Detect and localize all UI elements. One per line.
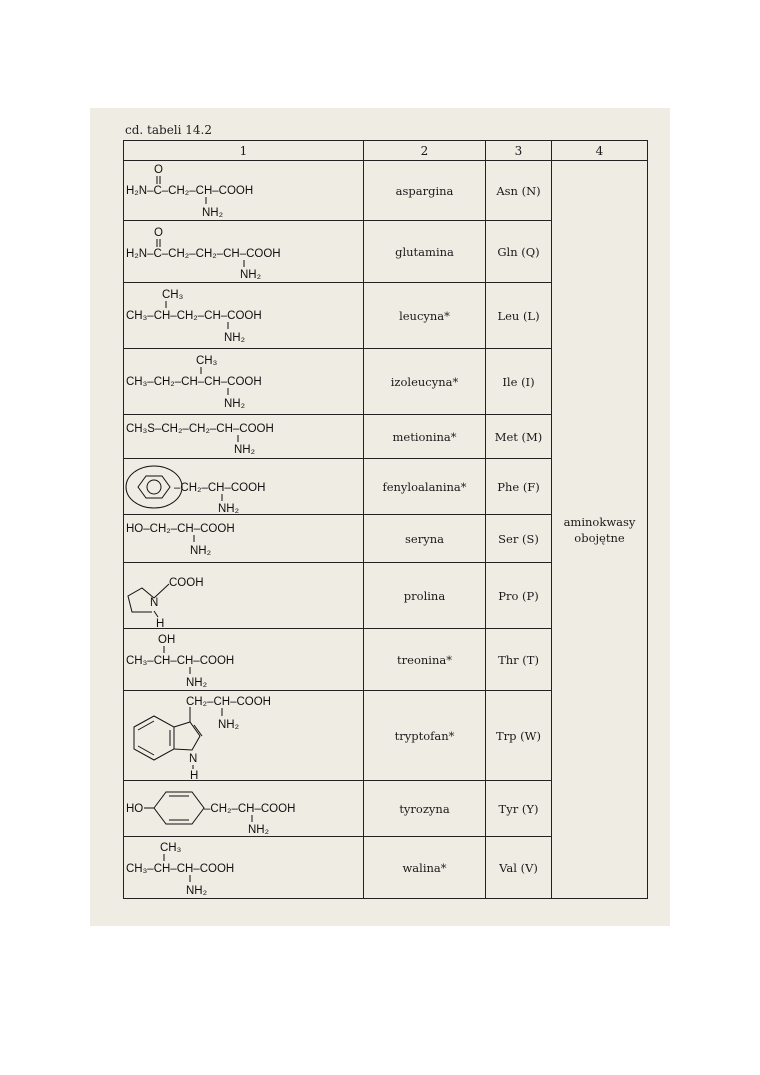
svg-text:H: H <box>156 617 165 628</box>
svg-text:HO: HO <box>126 802 144 815</box>
structural-formula <box>124 161 364 221</box>
svg-text:NH₂: NH₂ <box>224 397 246 410</box>
amino-acid-table <box>123 140 648 899</box>
structural-formula <box>124 415 364 459</box>
isoleucine-structure <box>124 350 354 414</box>
column-header: 1 <box>124 141 364 161</box>
svg-text:CH₂–CH–COOH: CH₂–CH–COOH <box>186 695 271 708</box>
svg-text:–CH₂–CH–COOH: –CH₂–CH–COOH <box>174 481 266 494</box>
structural-formula <box>124 629 364 691</box>
leucine-structure <box>124 284 354 348</box>
svg-text:NH₂: NH₂ <box>190 544 212 557</box>
svg-text:O: O <box>154 226 163 239</box>
amino-acid-name: glutamina <box>364 221 486 283</box>
proline-structure <box>124 564 354 628</box>
table-row <box>124 161 648 221</box>
amino-acid-name: leucyna* <box>364 283 486 349</box>
methionine-structure <box>124 416 354 458</box>
asparagine-structure <box>124 162 354 220</box>
amino-acid-name: prolina <box>364 563 486 629</box>
svg-text:NH₂: NH₂ <box>224 331 246 344</box>
group-label-line: aminokwasy <box>563 514 636 529</box>
amino-acid-code: Tyr (Y) <box>486 781 552 837</box>
amino-acid-code: Met (M) <box>486 415 552 459</box>
svg-text:CH₃–CH–CH–COOH: CH₃–CH–CH–COOH <box>126 862 235 875</box>
svg-text:N: N <box>150 596 159 609</box>
glutamine-structure <box>124 222 354 282</box>
structural-formula <box>124 459 364 515</box>
structural-formula <box>124 349 364 415</box>
amino-acid-name: tryptofan* <box>364 691 486 781</box>
structural-formula <box>124 781 364 837</box>
tryptophan-structure <box>124 692 354 780</box>
amino-acid-code: Val (V) <box>486 837 552 899</box>
svg-text:NH₂: NH₂ <box>186 676 208 689</box>
amino-acid-code: Ile (I) <box>486 349 552 415</box>
amino-acid-name: aspargina <box>364 161 486 221</box>
svg-text:CH₃: CH₃ <box>196 354 218 367</box>
structural-formula <box>124 691 364 781</box>
svg-text:CH₃–CH₂–CH–CH–COOH: CH₃–CH₂–CH–CH–COOH <box>126 375 262 388</box>
amino-acid-code: Phe (F) <box>486 459 552 515</box>
group-label-line: obojętne <box>574 530 625 545</box>
svg-text:CH₃: CH₃ <box>160 841 182 854</box>
amino-acid-name: izoleucyna* <box>364 349 486 415</box>
svg-text:CH₃–CH–CH₂–CH–COOH: CH₃–CH–CH₂–CH–COOH <box>126 309 262 322</box>
amino-acid-name: fenyloalanina* <box>364 459 486 515</box>
amino-acid-name: metionina* <box>364 415 486 459</box>
svg-text:H₂N–C–CH₂–CH₂–CH–COOH: H₂N–C–CH₂–CH₂–CH–COOH <box>126 247 281 260</box>
amino-acid-code: Gln (Q) <box>486 221 552 283</box>
svg-text:NH₂: NH₂ <box>218 502 240 514</box>
structural-formula <box>124 837 364 899</box>
amino-acid-name: seryna <box>364 515 486 563</box>
svg-text:NH₂: NH₂ <box>248 823 270 836</box>
svg-text:NH₂: NH₂ <box>234 443 256 456</box>
svg-text:NH₂: NH₂ <box>186 884 208 897</box>
svg-text:CH₃–CH–CH–COOH: CH₃–CH–CH–COOH <box>126 654 235 667</box>
svg-text:COOH: COOH <box>169 576 204 589</box>
svg-text:CH₃: CH₃ <box>162 288 184 301</box>
amino-acid-code: Trp (W) <box>486 691 552 781</box>
phenylalanine-structure <box>124 460 354 514</box>
svg-text:–CH₂–CH–COOH: –CH₂–CH–COOH <box>204 802 296 815</box>
header-row <box>124 141 648 161</box>
table-caption: cd. tabeli 14.2 <box>125 123 212 137</box>
threonine-structure <box>124 630 354 690</box>
svg-text:H: H <box>190 769 199 780</box>
svg-text:H₂N–C–CH₂–CH–COOH: H₂N–C–CH₂–CH–COOH <box>126 184 254 197</box>
column-header: 4 <box>552 141 648 161</box>
amino-acid-code: Thr (T) <box>486 629 552 691</box>
structural-formula <box>124 221 364 283</box>
column-header: 2 <box>364 141 486 161</box>
amino-acid-name: treonina* <box>364 629 486 691</box>
svg-text:OH: OH <box>158 633 176 646</box>
structural-formula <box>124 515 364 563</box>
svg-text:NH₂: NH₂ <box>240 268 262 281</box>
serine-structure <box>124 516 354 562</box>
svg-text:N: N <box>189 752 198 765</box>
group-label <box>552 161 648 899</box>
column-header: 3 <box>486 141 552 161</box>
svg-text:CH₃S–CH₂–CH₂–CH–COOH: CH₃S–CH₂–CH₂–CH–COOH <box>126 422 274 435</box>
svg-text:HO–CH₂–CH–COOH: HO–CH₂–CH–COOH <box>126 522 235 535</box>
amino-acid-code: Asn (N) <box>486 161 552 221</box>
amino-acid-code: Ser (S) <box>486 515 552 563</box>
structural-formula <box>124 563 364 629</box>
tyrosine-structure <box>124 782 354 836</box>
svg-text:O: O <box>154 163 163 176</box>
svg-text:NH₂: NH₂ <box>202 206 224 219</box>
structural-formula <box>124 283 364 349</box>
amino-acid-code: Leu (L) <box>486 283 552 349</box>
valine-structure <box>124 838 354 898</box>
amino-acid-name: tyrozyna <box>364 781 486 837</box>
amino-acid-code: Pro (P) <box>486 563 552 629</box>
svg-text:NH₂: NH₂ <box>218 718 240 731</box>
amino-acid-name: walina* <box>364 837 486 899</box>
